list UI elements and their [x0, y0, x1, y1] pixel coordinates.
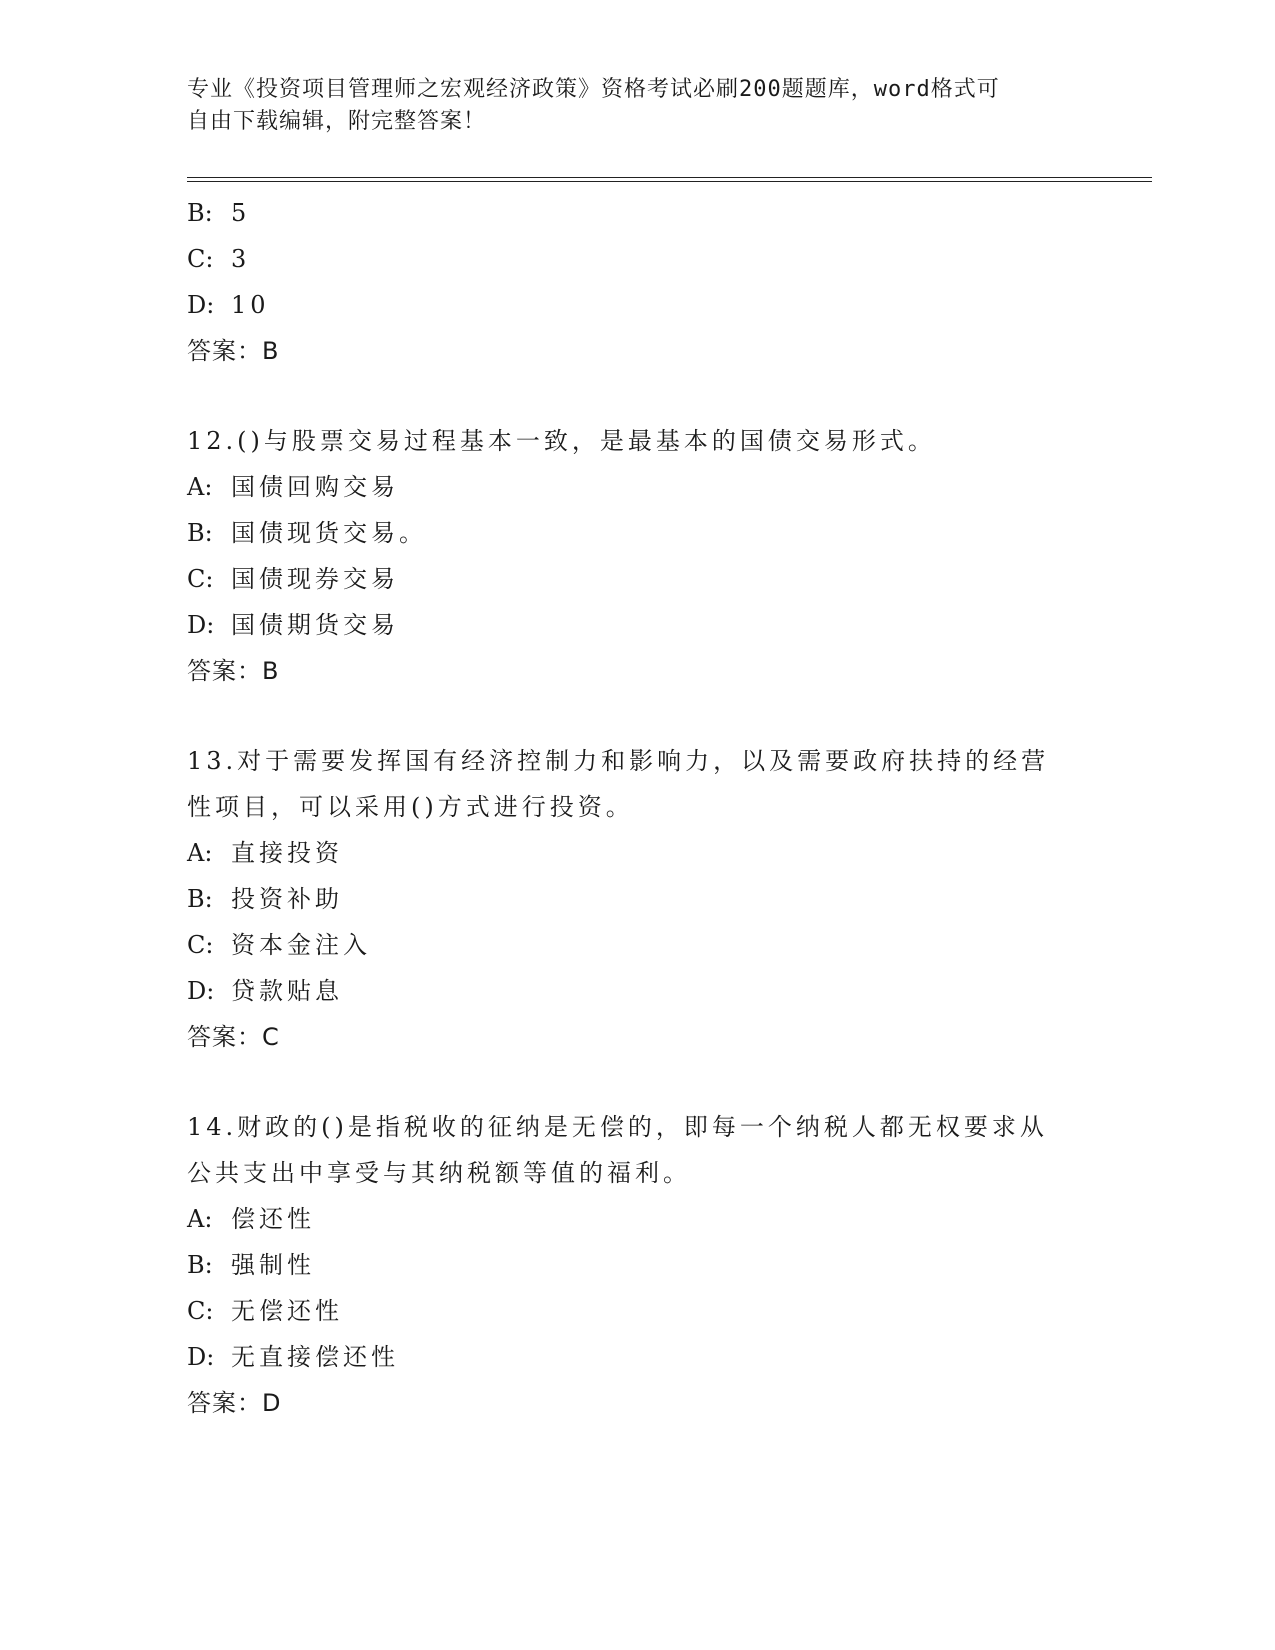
stem-line: 13.对于需要发挥国有经济控制力和影响力，以及需要政府扶持的经营	[187, 747, 1050, 775]
option-letter: A:	[187, 839, 213, 867]
question-14	[187, 1104, 1087, 1426]
option-d	[187, 1334, 1087, 1380]
document-body	[187, 190, 1087, 1426]
option-text: 强制性	[231, 1251, 315, 1279]
answer-line: 答案：B	[187, 337, 280, 365]
option-letter: C:	[187, 931, 214, 959]
answer-line: 答案：C	[187, 1023, 280, 1051]
option-text: 国债现券交易	[231, 565, 399, 593]
option-text: 直接投资	[231, 839, 343, 867]
option-a	[187, 1196, 1087, 1242]
stem-line: 性项目，可以采用()方式进行投资。	[187, 793, 634, 821]
option-c	[187, 556, 1087, 602]
option-text: 国债期货交易	[231, 611, 399, 639]
option-text: 无直接偿还性	[231, 1343, 399, 1371]
answer-line: 答案：D	[187, 1389, 282, 1417]
option-d	[187, 968, 1087, 1014]
option-letter: D:	[187, 1343, 215, 1371]
question-stem	[187, 738, 1067, 830]
option-b	[187, 190, 1087, 236]
option-letter: D:	[187, 977, 215, 1005]
option-b	[187, 1242, 1087, 1288]
option-text: 贷款贴息	[231, 977, 343, 1005]
question-13	[187, 738, 1087, 1060]
option-letter: B:	[187, 519, 213, 547]
option-text: 10	[231, 291, 270, 319]
option-text: 3	[231, 245, 251, 273]
document-header	[187, 74, 1067, 138]
option-text: 偿还性	[231, 1205, 315, 1233]
option-text: 国债回购交易	[231, 473, 399, 501]
option-text: 国债现货交易。	[231, 519, 427, 547]
option-text: 5	[231, 199, 251, 227]
option-a	[187, 830, 1087, 876]
header-line-2: 自由下载编辑，附完整答案！	[187, 109, 487, 134]
option-c	[187, 1288, 1087, 1334]
option-a	[187, 464, 1087, 510]
stem-line: 14.财政的()是指税收的征纳是无偿的，即每一个纳税人都无权要求从	[187, 1113, 1048, 1141]
answer-line: 答案：B	[187, 657, 280, 685]
header-double-rule	[187, 177, 1152, 182]
question-stem	[187, 1104, 1067, 1196]
option-b	[187, 876, 1087, 922]
stem-line: 公共支出中享受与其纳税额等值的福利。	[187, 1159, 691, 1187]
option-text: 投资补助	[231, 885, 343, 913]
option-d	[187, 282, 1087, 328]
header-line-1: 专业《投资项目管理师之宏观经济政策》资格考试必刷200题题库，word格式可	[187, 77, 1000, 102]
option-letter: D:	[187, 611, 215, 639]
question-11-tail	[187, 190, 1087, 374]
option-b	[187, 510, 1087, 556]
option-letter: A:	[187, 473, 213, 501]
option-letter: A:	[187, 1205, 213, 1233]
option-c	[187, 922, 1087, 968]
option-text: 无偿还性	[231, 1297, 343, 1325]
question-12	[187, 418, 1087, 694]
option-letter: C:	[187, 1297, 214, 1325]
question-stem	[187, 418, 1067, 464]
option-d	[187, 602, 1087, 648]
option-letter: D:	[187, 291, 215, 319]
option-text: 资本金注入	[231, 931, 371, 959]
stem-line: 12.()与股票交易过程基本一致，是最基本的国债交易形式。	[187, 427, 936, 455]
option-letter: B:	[187, 199, 213, 227]
option-letter: C:	[187, 245, 214, 273]
option-letter: B:	[187, 885, 213, 913]
option-c	[187, 236, 1087, 282]
option-letter: C:	[187, 565, 214, 593]
option-letter: B:	[187, 1251, 213, 1279]
